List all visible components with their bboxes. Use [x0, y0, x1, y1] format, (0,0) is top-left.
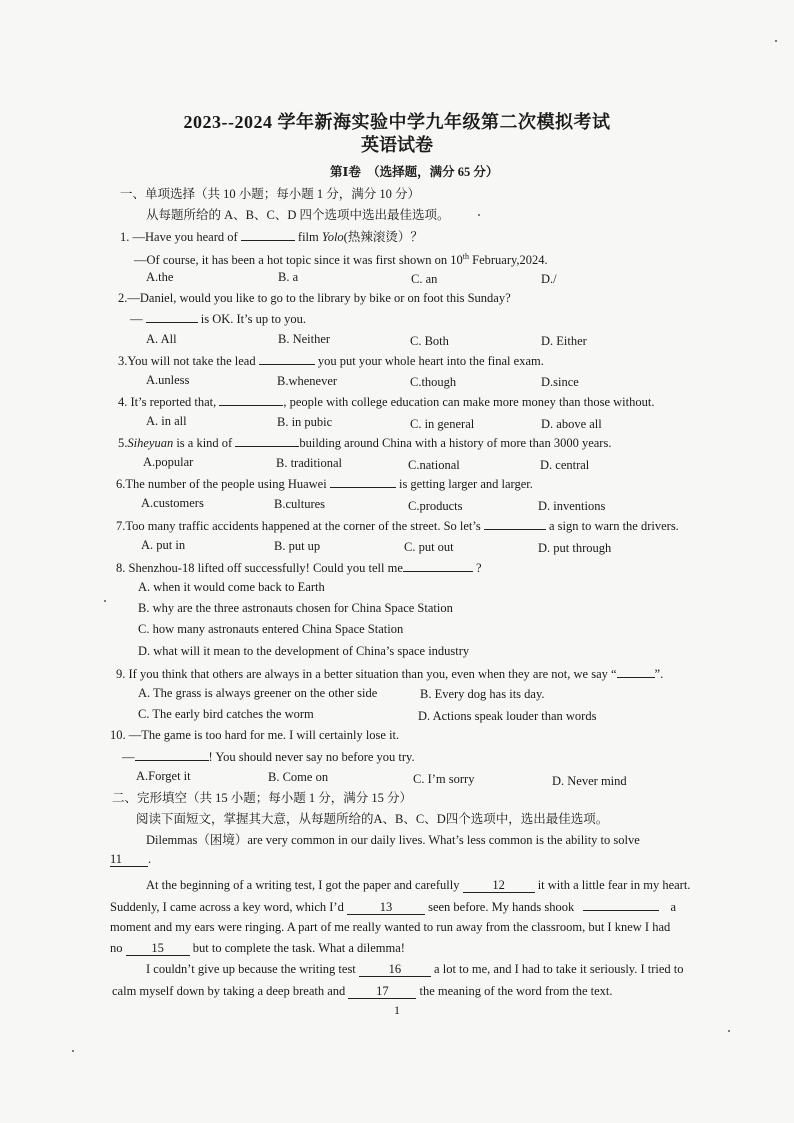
- question-1-answer-line: —Of course, it has been a hot topic since it was first shown on 10th February,2024.: [134, 252, 548, 268]
- answer-blank: [135, 748, 209, 761]
- option-a: A.customers: [141, 496, 204, 510]
- blank-11: 11: [110, 852, 148, 867]
- passage-p3-line1: I couldn’t give up because the writing test 16 a lot to me, and I had to take it seriously. I tried to: [146, 962, 684, 976]
- option-c: C. put out: [404, 540, 454, 554]
- answer-blank: [330, 475, 396, 488]
- option-a: A. All: [146, 332, 177, 346]
- blank-12: 12: [463, 878, 535, 893]
- answer-blank: [617, 665, 655, 678]
- scan-speck: [72, 1050, 74, 1052]
- option-b: B.whenever: [277, 374, 338, 388]
- option-c: C. how many astronauts entered China Space Station: [138, 622, 404, 636]
- option-d: D. central: [540, 458, 590, 472]
- option-b: B. traditional: [276, 456, 342, 470]
- option-b: B. Every dog has its day.: [420, 687, 545, 701]
- option-d: D. Either: [541, 334, 587, 348]
- section2-instruction: 阅读下面短文，掌握其大意，从每题所给的A、B、C、D四个选项中，选出最佳选项。: [136, 812, 609, 826]
- option-a: A. in all: [146, 414, 187, 428]
- option-d: D.since: [541, 375, 579, 389]
- option-d: D. Actions speak louder than words: [418, 709, 597, 723]
- passage-p2-line3: moment and my ears were ringing. A part of me really wanted to run away from the classroom, but I knew I had: [110, 920, 671, 934]
- option-d: D. Never mind: [552, 774, 627, 788]
- option-d: D. above all: [541, 417, 602, 431]
- question-5: 5.Siheyuan is a kind of building around China with a history of more than 3000 years.: [118, 436, 612, 450]
- option-c: C. an: [411, 272, 438, 286]
- blank-16: 16: [359, 962, 431, 977]
- option-b: B. Come on: [268, 770, 329, 784]
- part-heading: 第Ⅰ卷 （选择题，满分 65 分）: [330, 165, 499, 179]
- blank-13: 13: [347, 900, 425, 915]
- passage-p3-line2: calm myself down by taking a deep breath and 17 the meaning of the word from the text.: [112, 984, 613, 998]
- section1-heading: 一、单项选择（共 10 小题；每小题 1 分，满分 10 分）: [120, 187, 421, 201]
- option-c: C. The early bird catches the worm: [138, 707, 314, 721]
- scan-speck: [478, 214, 480, 216]
- option-b: B. why are the three astronauts chosen for China Space Station: [138, 601, 453, 615]
- answer-blank: [484, 517, 546, 530]
- exam-title: 2023--2024 学年新海实验中学九年级第二次模拟考试: [183, 112, 611, 132]
- option-a: A.unless: [146, 373, 190, 387]
- blank-15: 15: [126, 941, 190, 956]
- blank-14: [583, 898, 659, 911]
- blank-17: 17: [348, 984, 416, 999]
- option-a: A.popular: [143, 455, 194, 469]
- option-b: B. Neither: [278, 332, 331, 346]
- page-number: 1: [394, 1003, 400, 1017]
- answer-blank: [259, 352, 315, 365]
- question-4: 4. It’s reported that, , people with college education can make more money than those without.: [118, 395, 655, 409]
- passage-p2-line2: Suddenly, I came across a key word, which I’d 13 seen before. My hands shook a: [110, 900, 677, 914]
- option-b: B. put up: [274, 539, 321, 553]
- option-c: C.though: [410, 375, 457, 389]
- answer-blank: [403, 559, 473, 572]
- option-a: A. when it would come back to Earth: [138, 580, 325, 594]
- scan-speck: [728, 1030, 730, 1032]
- passage-p1: Dilemmas（困境）are very common in our daily lives. What’s less common is the ability to solve: [146, 833, 640, 847]
- option-a: A. The grass is always greener on the other side: [138, 686, 378, 700]
- question-10-answer-line: — ! You should never say no before you try.: [122, 750, 415, 764]
- answer-blank: [235, 434, 299, 447]
- section1-instruction: 从每题所给的 A、B、C、D 四个选项中选出最佳选项。: [146, 208, 450, 222]
- answer-blank: [219, 393, 283, 406]
- option-c: C. Both: [410, 334, 449, 348]
- scan-speck: [104, 600, 106, 602]
- option-a: A.the: [146, 270, 174, 284]
- exam-subtitle: 英语试卷: [361, 135, 433, 155]
- question-1: 1. —Have you heard of film Yolo(热辣滚烫）？: [120, 230, 423, 244]
- answer-blank: [146, 310, 198, 323]
- question-8: 8. Shenzhou-18 lifted off successfully! Could you tell me ?: [116, 561, 482, 575]
- option-a: A. put in: [141, 538, 186, 552]
- option-b: B. a: [278, 270, 299, 284]
- question-7: 7.Too many traffic accidents happened at the corner of the street. So let’s a sign to warn the drivers.: [116, 519, 679, 533]
- option-d: D. put through: [538, 541, 612, 555]
- option-a: A.Forget it: [136, 769, 191, 783]
- scan-speck: [775, 40, 777, 42]
- question-10: 10. —The game is too hard for me. I will certainly lose it.: [110, 728, 400, 742]
- option-c: C.products: [408, 499, 463, 513]
- option-b: B.cultures: [274, 497, 326, 511]
- option-c: C. in general: [410, 417, 475, 431]
- option-d: D. inventions: [538, 499, 606, 513]
- option-c: C. I’m sorry: [413, 772, 475, 786]
- question-6: 6.The number of the people using Huawei is getting larger and larger.: [116, 477, 533, 491]
- question-2-answer-line: — is OK. It’s up to you.: [130, 312, 306, 326]
- passage-p1-cont: 11 .: [110, 852, 152, 866]
- option-d: D./: [541, 272, 557, 286]
- option-b: B. in pubic: [277, 415, 333, 429]
- passage-p2-line4: no 15 but to complete the task. What a dilemma!: [110, 941, 405, 955]
- section2-heading: 二、完形填空（共 15 小题；每小题 1 分，满分 15 分）: [112, 791, 413, 805]
- question-2: 2.—Daniel, would you like to go to the library by bike or on foot this Sunday?: [118, 291, 511, 305]
- option-c: C.national: [408, 458, 460, 472]
- question-9: 9. If you think that others are always in a better situation than you, even when they are not, we say “ ”.: [116, 667, 664, 681]
- passage-p2-line1: At the beginning of a writing test, I got the paper and carefully 12 it with a little fear in my heart.: [146, 878, 691, 892]
- answer-blank: [241, 228, 295, 241]
- option-d: D. what will it mean to the development of China’s space industry: [138, 644, 470, 658]
- question-3: 3.You will not take the lead you put your whole heart into the final exam.: [118, 354, 544, 368]
